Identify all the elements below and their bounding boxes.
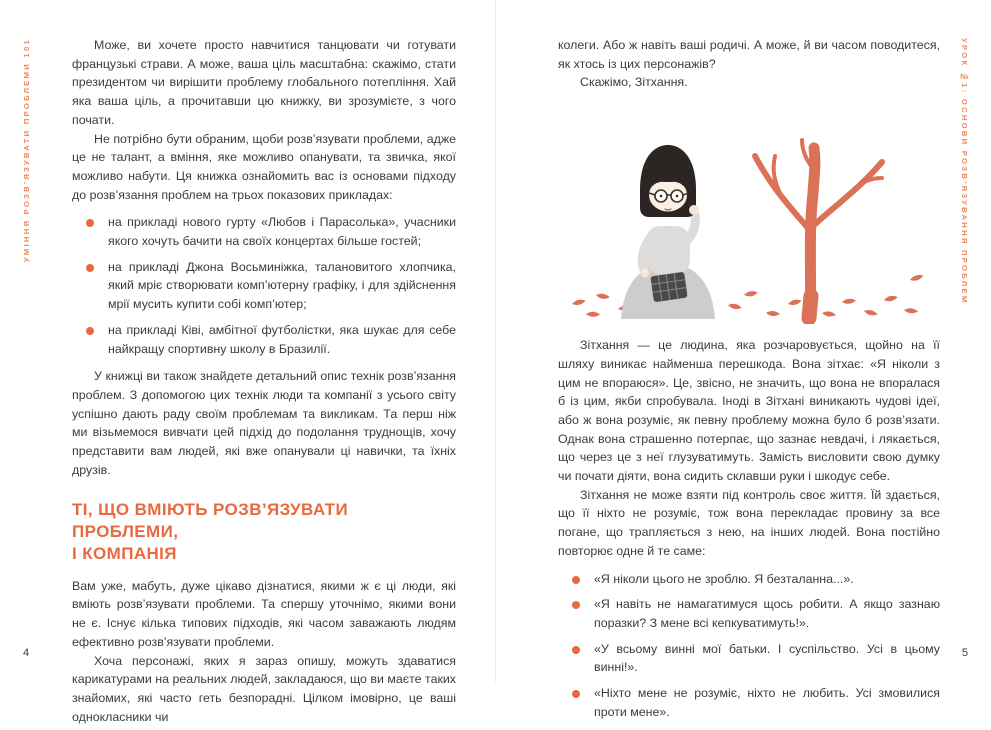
left-margin-label: УМІННЯ РОЗВ’ЯЗУВАТИ ПРОБЛЕМИ 101	[22, 38, 31, 263]
bullet-text: «Я навіть не намагатимуся щось робити. А якщо зазнаю поразки? З мене всі кепкуватимуть!».	[594, 597, 940, 630]
girl-right-hand-on-cheek	[689, 205, 699, 215]
section-heading	[72, 499, 456, 564]
girl-character	[621, 145, 715, 319]
right-margin-label: УРОК №1: ОСНОВИ РОЗВ’ЯЗУВАННЯ ПРОБЛЕМ	[960, 38, 969, 305]
list-item	[572, 570, 940, 589]
list-item	[572, 640, 940, 677]
girl-torso	[646, 226, 690, 274]
bullet-list	[558, 570, 940, 722]
bullet-dot-icon	[572, 646, 580, 654]
bullet-dot-icon	[86, 264, 94, 272]
bullet-text: на прикладі Ківі, амбітної футболістки, яка шукає для себе найкращу спортивну школу в Бразилії.	[108, 322, 456, 356]
section-heading-line: ТІ, ЩО ВМІЮТЬ РОЗВ’ЯЗУВАТИ ПРОБЛЕМИ,	[72, 500, 349, 542]
paragraph: Вам уже, мабуть, дуже цікаво дізнатися, якими ж є ці люди, які вміють розв’язувати проблеми. Та спершу уточнімо, якими вони не є. Існує кілька типових підходів, які часом заважають людям ефективно розв’язувати проблеми.	[72, 578, 456, 649]
paragraph: У книжці ви також знайдете детальний опис технік розв’язання проблем. З допомогою цих технік люди та компанії з усього світу успішно дають раду своїм проблемам та викликам. Та перш ніж ми візьмемося вивчати цей підхід до подолання труднощів, хочу представити вам людей, які вже опанували ці навички, та їхніх друзів.	[72, 369, 456, 477]
paragraph: Може, ви хочете просто навчитися танцювати чи готувати французькі страви. А може, ваша ціль масштабна: скажімо, стати президентом чи вирішити проблему глобального потепління. Хай яка ваша ціль, а прочитавши цю книжку, ви зрозумієте, з чого почати.	[72, 38, 456, 127]
paragraph: Скажімо, Зітхання.	[580, 75, 688, 90]
section-heading-line: І КОМПАНІЯ	[72, 543, 177, 563]
page-spine-divider	[495, 0, 496, 683]
right-page-number: 5	[961, 647, 968, 659]
bullet-text: на прикладі Джона Восьминіжка, талановитого хлопчика, який мріє створювати комп’ютерну графіку, і для здійснення мрії мусить купити собі комп’ютер;	[108, 259, 456, 312]
right-page	[558, 36, 940, 730]
left-page-number: 4	[23, 647, 30, 659]
girl-eye	[660, 195, 663, 198]
girl-right-arm	[686, 215, 695, 242]
girl-eye	[676, 195, 679, 198]
girl-left-hand	[641, 269, 650, 278]
bullet-text: «Я ніколи цього не зроблю. Я безталанна...».	[594, 571, 854, 586]
paragraph: колеги. Або ж навіть ваші родичі. А може, й ви часом поводитеся, як хтось із цих персонажів?	[558, 38, 940, 71]
list-item	[572, 595, 940, 632]
list-item	[86, 258, 456, 314]
tree-trunk-base	[809, 296, 811, 318]
plaid-book	[650, 272, 687, 302]
tree-branch	[755, 156, 812, 233]
tree-illustration	[755, 140, 882, 318]
bullet-text: на прикладі нового гурту «Любов і Парасолька», учасники якого хочуть бачити на своїх концертах більше гостей;	[108, 215, 456, 249]
tree-branch	[813, 162, 882, 226]
left-page	[72, 36, 456, 726]
illustration-girl-sighing-under-autumn-tree	[558, 98, 940, 324]
bullet-text: «У всьому винні мої батьки. І суспільство. Усі в цьому винні!».	[594, 641, 940, 675]
paragraph: Хоча персонажі, яких я зараз опишу, можуть здаватися карикатурами на реальних людей, закладаюся, що ви маєте таких знайомих, які часто геть безпорадні. Цілком імовірно, це ваші однокласники чи	[72, 653, 456, 724]
bullet-dot-icon	[572, 601, 580, 609]
bullet-dot-icon	[86, 219, 94, 227]
list-item	[86, 321, 456, 358]
bullet-dot-icon	[86, 327, 94, 335]
bullet-dot-icon	[572, 690, 580, 698]
bullet-list	[72, 213, 456, 358]
paragraph: Зітхання — це людина, яка розчаровується, щойно на її шляху виникає найменша перешкода. Вона зітхає: «Я ніколи з цим не впораюся». Це, звісно, не значить, що вона не впоралася б із цим, якби спробувала. Іноді в Зітхані виникають чудові ідеї, або ж вона розуміє, як певну проблему можна було б розв’язати. Однак вона страшенно потерпає, що зазнає невдачі, і лякається, що через це з неї глузуватимуть. Замість висловити свою думку чи почати діяти, вона сидить склавши руки і шкодує себе.	[558, 338, 940, 484]
paragraph: Не потрібно бути обраним, щоби розв’язувати проблеми, адже це не талант, а вміння, яке можливо опанувати, та звичка, якої можливо набути. Ця книжка ознайомить вас із основами підходу до розв’язання проблем на трьох показових прикладах:	[72, 131, 456, 202]
bullet-text: «Ніхто мене не розуміє, ніхто не любить. Усі змовилися проти мене».	[594, 686, 940, 719]
paragraph: Зітхання не може взяти під контроль своє життя. Їй здається, що її ніхто не розуміє, тож вона перекладає провину за все погане, що трапляється з нею, на інших людей. Вона постійно повторює одне й те саме:	[558, 487, 940, 558]
bullet-dot-icon	[572, 576, 580, 584]
list-item	[86, 213, 456, 250]
list-item	[572, 684, 940, 721]
